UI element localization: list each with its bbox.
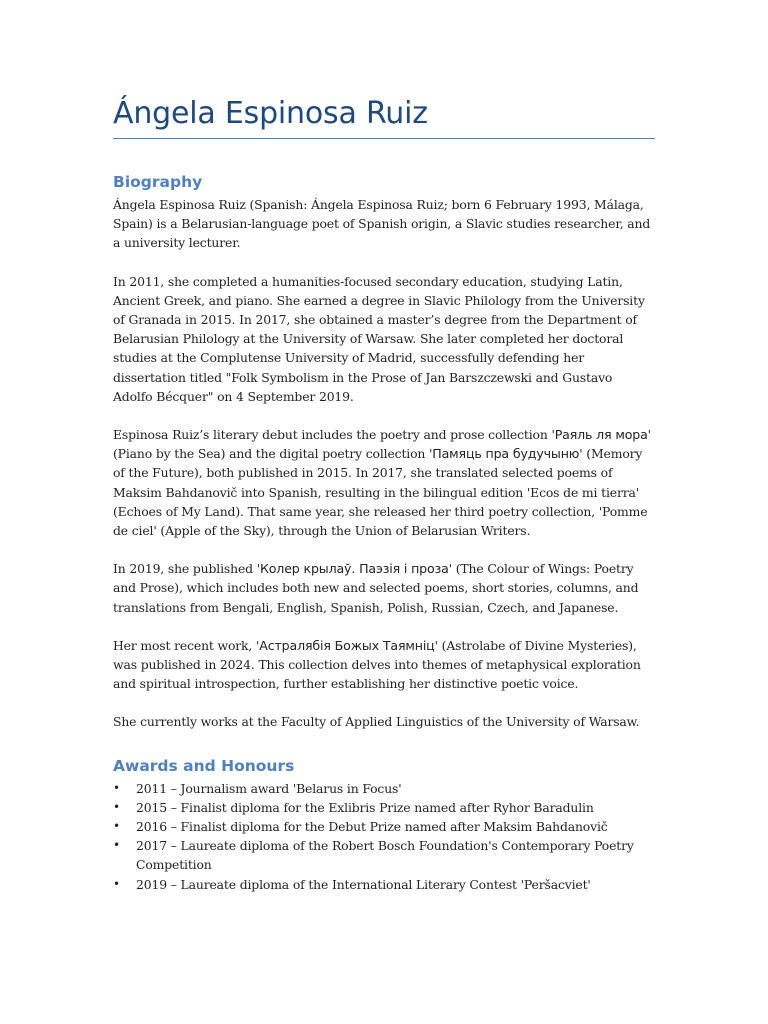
award-text: 2011 – Journalism award 'Belarus in Focus' [136,780,402,796]
list-item [113,817,655,836]
book-title-astrolabe: Астралябія Божых Таямніц [259,637,435,653]
biography-paragraph-2: In 2011, she completed a humanities-focused secondary education, studying Latin, Ancient Greek, and piano. She earned a degree in Slavic Philology from the University of Granada in 2015. In 2017, she obtained a master’s degree from the Department of Belarusian Philology at the University of Warsaw. She later completed her doctoral studies at the Complutense University of Madrid, successfully defending her dissertation titled "Folk Symbolism in the Prose of Jan Barszczewski and Gustavo Adolfo Bécquer" on 4 September 2019. [113,273,645,404]
award-text: 2015 – Finalist diploma for the Exlibris Prize named after Ryhor Baradulin [136,799,594,815]
biography-paragraph-4 [113,559,655,617]
document-page [113,92,655,894]
list-item [113,779,655,798]
award-text: 2017 – Laureate diploma of the Robert Bosch Foundation's Contemporary Poetry Competition [136,838,634,873]
book-title-piano-by-the-sea: Раяль ля мора [554,427,648,443]
bullet-icon: • [113,876,120,891]
book-title-colour-of-wings: Колер крылаў. Паэзія і проза [259,561,449,577]
biography-paragraph-3 [113,425,655,540]
award-text: 2019 – Laureate diploma of the International Literary Contest 'Peršacviet' [136,876,591,892]
text-span: ' (Memory of the Future), both published in 2015. In 2017, she translated selected poems of Maksim Bahdanovič into Spanish, resulting in the bilingual edition 'Ecos de mi tierra' (Echoes of My Land). That same year, she released her third poetry collection, 'Pomme de ciel' (Apple of the Sky), through the Union of Belarusian Writers. [113,446,648,539]
text-span: ' (Astrolabe of Divine Mysteries), was published in 2024. This collection delves into themes of metaphysical exploration and spiritual introspection, further establishing her distinctive poetic voice. [113,637,641,692]
text-span: In 2019, she published ' [113,561,260,577]
bullet-icon: • [113,799,120,814]
awards-heading: Awards and Honours [113,756,295,775]
title-divider [113,138,655,139]
list-item [113,798,655,817]
text-span: ' (The Colour of Wings: Poetry and Prose), which includes both new and selected poems, short stories, columns, and translations from Bengali, English, Spanish, Polish, Russian, Czech, and Japanese. [113,561,639,615]
biography-heading: Biography [113,173,203,191]
biography-paragraph-6: She currently works at the Faculty of Applied Linguistics of the University of Warsaw. [113,714,640,730]
biography-paragraph-5 [113,636,655,694]
award-text: 2016 – Finalist diploma for the Debut Prize named after Maksim Bahdanovič [136,819,608,835]
bullet-icon: • [113,819,120,834]
bullet-icon: • [113,838,120,853]
biography-paragraph-1: Ángela Espinosa Ruiz (Spanish: Ángela Espinosa Ruiz; born 6 February 1993, Málaga, Spain) is a Belarusian-language poet of Spanish origin, a Slavic studies researcher, and a university lecturer. [113,197,651,251]
page-title: Ángela Espinosa Ruiz [113,96,428,131]
bullet-icon: • [113,780,120,795]
book-title-memory-of-the-future: Памяць пра будучыню [432,446,580,462]
text-span: ' (Piano by the Sea) and the digital poetry collection ' [113,427,651,462]
list-item [113,836,655,874]
text-span: Espinosa Ruiz’s literary debut includes the poetry and prose collection ' [113,427,555,443]
awards-list [113,779,655,894]
text-span: Her most recent work, ' [113,637,260,653]
list-item [113,875,655,894]
